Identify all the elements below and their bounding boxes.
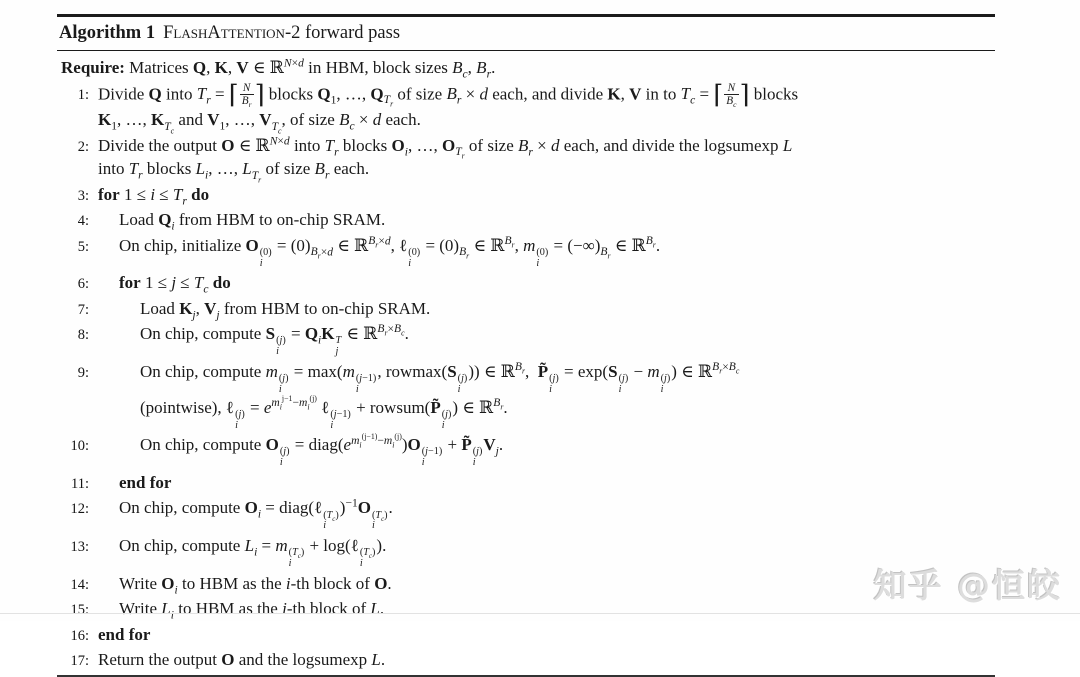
line-content: end for (98, 624, 151, 644)
algorithm-body (57, 51, 995, 671)
algorithm-line (59, 322, 995, 358)
algorithm-line (59, 208, 995, 231)
algorithm-box (57, 14, 995, 677)
algorithm-line (59, 183, 995, 206)
algorithm-line (59, 623, 995, 646)
line-content: On chip, compute m (j) i = max(m (j−1) i , rowmax(S (j) i )) ∈ ℝ$^{B_r}$, P̃ (j) i = exp(S (j) i − m (j) i ) ∈ ℝ$^{B_r\times B_c}$ (pointwise), ℓ (j) i = $e^{m_i^{j-1}-m_i^{(j)}}$ ℓ (j−1) i + rowsum(P̃ (j) i ) ∈ ℝ$^{B_r}$. (140, 360, 740, 431)
line-number: 3: (77, 187, 89, 204)
line-number: 2: (77, 138, 89, 155)
line-number: 1: (77, 86, 89, 103)
algorithm-line (59, 648, 995, 671)
line-number: 12: (70, 501, 89, 518)
line-content: for $1 \le j \le T_c$ do (119, 273, 231, 296)
algorithm-line (59, 297, 995, 320)
line-content: end for (119, 472, 172, 492)
line-number: 10: (70, 438, 89, 455)
line-number: 16: (70, 627, 89, 644)
line-number: 11: (71, 475, 89, 492)
line-number: 15: (70, 602, 89, 619)
algorithm-title-suffix: forward pass (304, 23, 401, 43)
algorithm-line (59, 597, 995, 620)
line-number: 17: (70, 653, 89, 670)
line-number: 6: (77, 276, 89, 293)
line-content: On chip, initialize O (0) i = $(0)_{B_r\times d}$ ∈ ℝ$^{B_r\times d}$, ℓ (0) i = $(0)_{B_r}$ ∈ ℝ$^{B_r}$, m (0) i = $(-\infty)_{B_r}$ ∈ ℝ$^{B_r}$. (119, 233, 661, 269)
line-content: On chip, compute O (j) i = $diag(e^{m_i^{(j-1)}-m_i^{(j)}})O$ (j−1) i + P̃ (j) i $V_j$. (140, 431, 504, 469)
line-number: 13: (70, 539, 89, 556)
line-content: Write $O_i$ to HBM as the i-th block of O. (119, 573, 392, 597)
line-content: On chip, compute S (j) i = $Q_iK$ T j ∈ ℝ$^{B_r\times B_c}$. (140, 322, 409, 358)
algorithm-line (59, 79, 995, 135)
algorithm-bottom-rule (57, 675, 995, 677)
page-bottom-divider (0, 613, 1080, 614)
line-content: Write $L_i$ to HBM as the i-th block of L. (119, 599, 385, 622)
line-content: On chip, compute $L_i = m$ $(T_c)$ i + log(ℓ $(T_c)$ i ). (119, 536, 387, 570)
algorithm-line (59, 234, 995, 270)
algorithm-line (59, 134, 995, 184)
line-content: for $1 \le i \le T_r$ do (98, 184, 210, 208)
line-number: 8: (77, 327, 89, 344)
line-number: 5: (77, 238, 89, 255)
line-number: 9: (77, 364, 89, 381)
line-content: Divide Q into $T_r$ = ⌈ $\frac{N}{B_r}$ ⌉ blocks $Q_1$, …, $Q_{T_r}$ of size $B_r \times d$ each, and divide K, V in to $T_c$ = ⌈ $\frac{N}{B_c}$ ⌉ blocks $K_1$, …, $K_{T_c}$ and $V_1$, …, $V_{T_c}$, of size $B_c \times d$ each. (98, 79, 799, 135)
line-content: Return the output O and the logsumexp L. (98, 650, 386, 670)
line-content: Require: Matrices Q, K, V ∈ ℝ$^{N\times d}$ in HBM, block sizes $B_c$, $B_r$. (61, 56, 496, 81)
line-content: Load $Q_i$ from HBM to on-chip SRAM. (119, 210, 386, 233)
line-number: 4: (77, 213, 89, 230)
line-content: Divide the output O ∈ ℝ$^{N\times d}$ into $T_r$ blocks $O_i$, …, $O_{T_r}$ of size $B_r \times d$ each, and divide the logsumexp L into $T_r$ blocks $L_i$, …, $L_{T_r}$ of size $B_r$ each. (98, 134, 793, 184)
algorithm-line (59, 56, 995, 79)
algorithm-line (59, 433, 995, 469)
line-content: On chip, compute $O_i$ = diag(ℓ $(T_c)$ i )$^{-1}$O $(T_c)$ i . (119, 496, 393, 532)
line-number: 7: (77, 301, 89, 318)
algorithm-header (57, 14, 995, 51)
algorithm-line (59, 271, 995, 294)
algorithm-line (59, 471, 995, 494)
algorithm-line (59, 534, 995, 570)
algorithm-line (59, 572, 995, 595)
algorithm-name: FlashAttention-2 (163, 23, 301, 43)
line-content: Load $K_j$, $V_j$ from HBM to on-chip SRAM. (140, 298, 431, 322)
algorithm-line (59, 360, 995, 431)
algorithm-line (59, 496, 995, 532)
zhihu-watermark: 知乎 @恒皎 (873, 566, 1062, 605)
line-number: 14: (70, 576, 89, 593)
algorithm-number-label: Algorithm 1 (59, 23, 156, 43)
